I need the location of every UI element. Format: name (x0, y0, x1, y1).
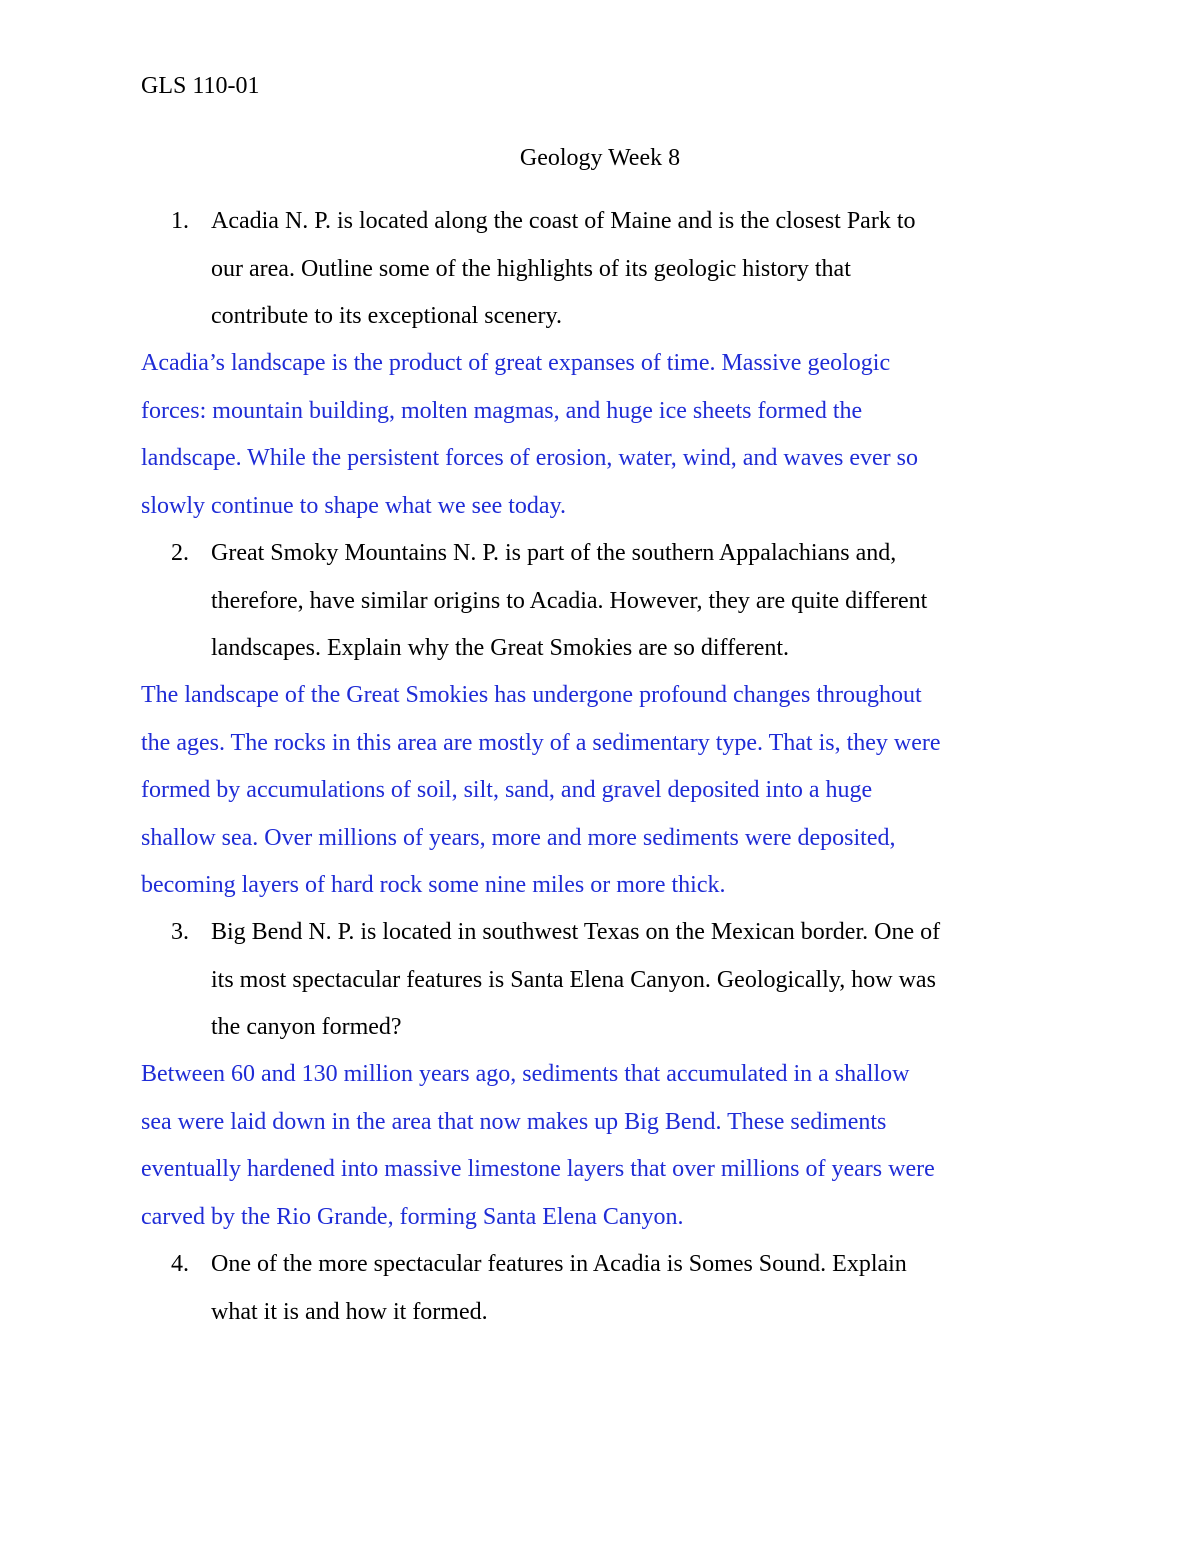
answer-line: forces: mountain building, molten magmas, and huge ice sheets formed the (141, 397, 863, 424)
question-number: 3. (171, 919, 189, 945)
answer-1 (141, 340, 1071, 530)
answer-line: slowly continue to shape what we see today. (141, 492, 567, 519)
answer-line: Acadia’s landscape is the product of great expanses of time. Massive geologic (141, 350, 891, 376)
question-line: the canyon formed? (211, 1014, 402, 1040)
question-3 (171, 909, 1071, 1052)
answer-line: shallow sea. Over millions of years, more and more sediments were deposited, (141, 824, 896, 851)
answer-2 (141, 672, 1071, 910)
question-1 (171, 198, 1071, 341)
course-code: GLS 110-01 (141, 73, 260, 99)
answer-line: sea were laid down in the area that now makes up Big Bend. These sediments (141, 1108, 887, 1135)
question-line: Big Bend N. P. is located in southwest Texas on the Mexican border. One of (211, 919, 941, 945)
answer-3 (141, 1051, 1071, 1241)
question-2 (171, 530, 1071, 673)
question-line: landscapes. Explain why the Great Smokies are so different. (211, 635, 790, 661)
question-line: therefore, have similar origins to Acadia. However, they are quite different (211, 587, 928, 614)
answer-line: eventually hardened into massive limestone layers that over millions of years were (141, 1156, 935, 1182)
answer-line: The landscape of the Great Smokies has undergone profound changes throughout (141, 682, 922, 708)
answer-line: the ages. The rocks in this area are mostly of a sedimentary type. That is, they were (141, 729, 941, 756)
question-line: One of the more spectacular features in Acadia is Somes Sound. Explain (211, 1251, 907, 1277)
question-line: what it is and how it formed. (211, 1298, 488, 1325)
question-number: 1. (171, 208, 189, 234)
answer-line: Between 60 and 130 million years ago, sediments that accumulated in a shallow (141, 1061, 910, 1087)
question-line: Acadia N. P. is located along the coast of Maine and is the closest Park to (211, 208, 916, 234)
answer-line: becoming layers of hard rock some nine miles or more thick. (141, 872, 726, 898)
question-line: Great Smoky Mountains N. P. is part of the southern Appalachians and, (211, 540, 897, 566)
question-line: its most spectacular features is Santa Elena Canyon. Geologically, how was (211, 966, 936, 993)
document-title: Geology Week 8 (519, 145, 681, 171)
question-number: 2. (171, 540, 189, 566)
answer-line: formed by accumulations of soil, silt, sand, and gravel deposited into a huge (141, 777, 873, 803)
question-4 (171, 1241, 1071, 1336)
question-number: 4. (171, 1251, 189, 1277)
question-line: contribute to its exceptional scenery. (211, 303, 562, 329)
answer-line: carved by the Rio Grande, forming Santa Elena Canyon. (141, 1203, 684, 1230)
answer-line: landscape. While the persistent forces of erosion, water, wind, and waves ever so (141, 445, 918, 471)
question-line: our area. Outline some of the highlights of its geologic history that (211, 255, 851, 282)
